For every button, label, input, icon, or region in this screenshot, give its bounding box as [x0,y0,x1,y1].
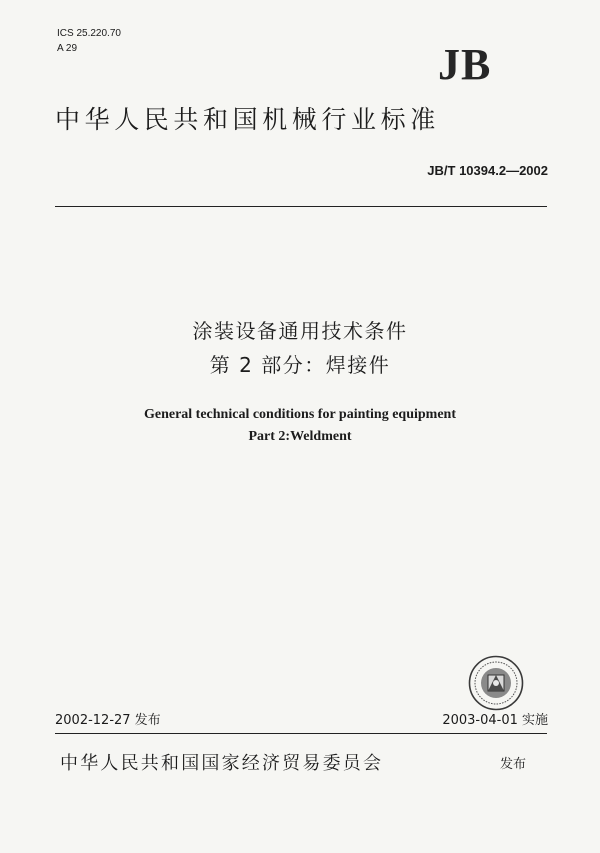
ics-code: ICS 25.220.70 [57,28,121,39]
title-cn-line2: 第 2 部分：焊接件 [209,353,391,377]
issue-label: 发布 [500,757,527,772]
title-cn-line1: 涂装设备通用技术条件 [192,319,408,343]
implementation-date: 2003-04-01 实施 [442,713,548,728]
issue-date: 2002-12-27 发布 [55,713,161,728]
standard-title: 中华人民共和国机械行业标准 [55,105,440,134]
jb-logo: JB [438,40,492,89]
top-divider [55,206,547,207]
publisher-seal-icon [468,655,524,711]
ccs-code: A 29 [57,43,78,54]
title-en-line1: General technical conditions for painting equipment [143,407,457,422]
title-en-line2: Part 2:Weldment [248,429,352,444]
issuing-authority: 中华人民共和国国家经济贸易委员会 [60,753,384,774]
standard-number: JB/T 10394.2—2002 [427,163,548,178]
bottom-divider [55,733,547,734]
